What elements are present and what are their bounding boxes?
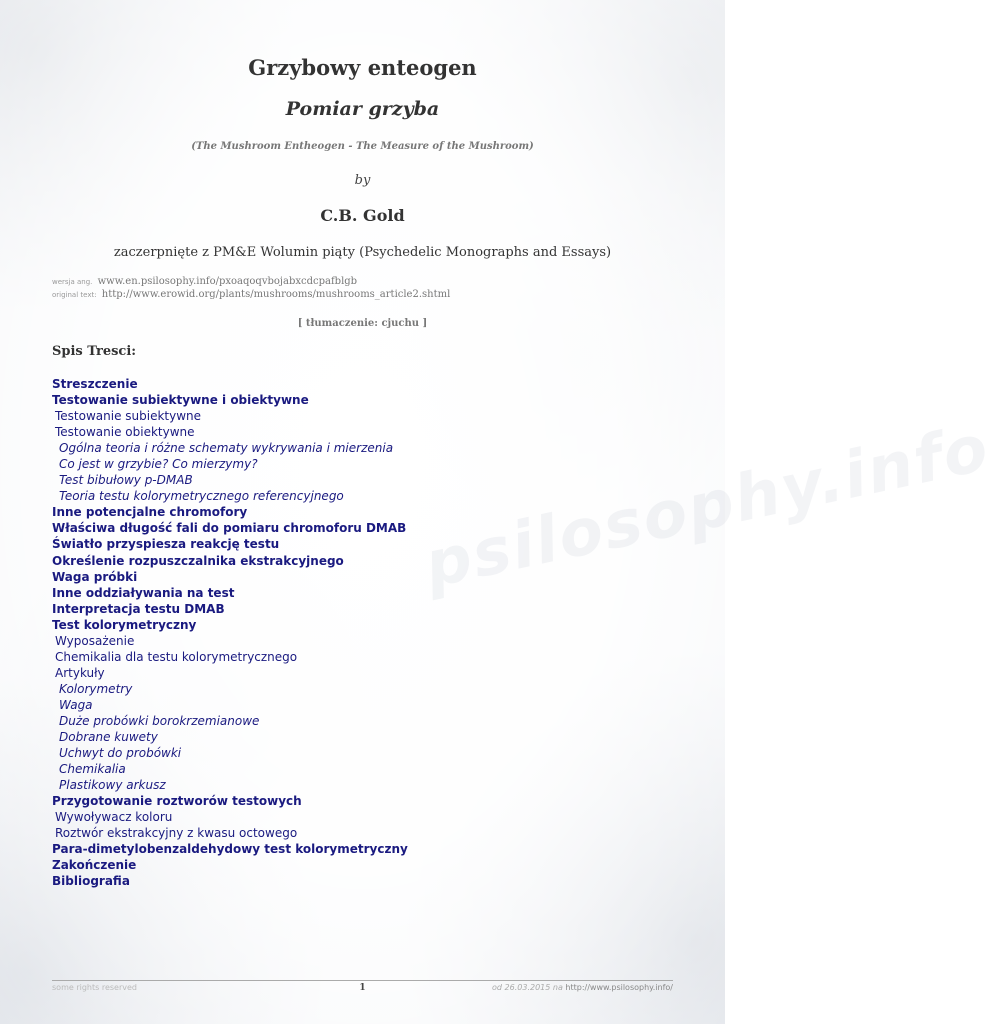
toc-item[interactable]: Test kolorymetryczny [52,617,197,632]
toc-item[interactable]: Para-dimetylobenzaldehydowy test kolorymetryczny [52,842,408,857]
toc-item[interactable]: Co jest w grzybie? Co mierzymy? [59,457,258,472]
original-text-line [52,289,450,300]
footer-rights: some rights reserved [52,983,137,992]
toc-item[interactable]: Chemikalia dla testu kolorymetrycznego [55,649,298,664]
english-version-line [52,276,357,287]
toc-item[interactable]: Artykuły [55,665,105,680]
byline-label: by [354,173,371,188]
toc-item[interactable]: Test bibułowy p-DMAB [59,473,193,488]
document-subtitle: Pomiar grzyba [285,98,440,120]
original-text-label: original text: [52,291,97,299]
document-title: Grzybowy enteogen [248,55,477,80]
source-note: zaczerpnięte z PM&E Wolumin piąty (Psychedelic Monographs and Essays) [113,245,612,260]
original-title: (The Mushroom Entheogen - The Measure of the Mushroom) [191,141,534,152]
toc-item[interactable]: Uchwyt do probówki [59,746,182,761]
toc-item[interactable]: Inne oddziaływania na test [52,585,235,600]
toc-item[interactable]: Testowanie subiektywne [55,409,202,424]
footer-source [492,983,673,992]
toc-item[interactable]: Wyposażenie [55,633,135,648]
author-name: C.B. Gold [320,206,405,225]
page-number: 1 [359,983,366,993]
background-watermark: psilosophy.info [418,411,996,603]
english-version-link[interactable]: www.en.psilosophy.info/pxoaqoqvbojabxcdcpafblgb [97,276,358,287]
toc-item[interactable]: Dobrane kuwety [59,730,158,745]
footer-date: od 26.03.2015 na [492,983,563,992]
original-text-link[interactable]: http://www.erowid.org/plants/mushrooms/mushrooms_article2.shtml [101,289,451,300]
toc-item[interactable]: Waga próbki [52,569,138,584]
toc-item[interactable]: Interpretacja testu DMAB [52,601,225,616]
footer-url-link[interactable]: http://www.psilosophy.info/ [565,983,673,992]
toc-item[interactable]: Kolorymetry [59,681,133,696]
toc-item[interactable]: Określenie rozpuszczalnika ekstrakcyjnego [52,553,344,568]
toc-item[interactable]: Duże probówki borokrzemianowe [59,713,260,728]
toc-item[interactable]: Wywoływacz koloru [55,810,173,825]
toc-item[interactable]: Streszczenie [52,377,138,391]
english-version-label: wersja ang. [52,278,93,286]
toc-item[interactable]: Bibliografia [52,874,130,889]
toc-item[interactable]: Właściwa długość fali do pomiaru chromoforu DMAB [52,521,407,536]
toc-item[interactable]: Przygotowanie roztworów testowych [52,794,302,809]
footer-divider [52,980,673,981]
toc-item[interactable]: Chemikalia [59,762,126,777]
toc-item[interactable]: Światło przyspiesza reakcję testu [52,537,280,552]
toc-heading: Spis Tresci: [52,344,137,359]
translator-credit: [ tłumaczenie: cjuchu ] [297,318,428,329]
toc-item[interactable]: Zakończenie [52,858,137,873]
toc-item[interactable]: Inne potencjalne chromofory [52,505,248,520]
toc-item[interactable]: Testowanie obiektywne [55,425,195,440]
table-of-contents [52,376,408,890]
toc-item[interactable]: Plastikowy arkusz [59,778,166,793]
toc-item[interactable]: Roztwór ekstrakcyjny z kwasu octowego [55,826,298,841]
toc-item[interactable]: Teoria testu kolorymetrycznego referencyjnego [59,489,344,504]
toc-item[interactable]: Waga [59,697,93,712]
toc-item[interactable]: Ogólna teoria i różne schematy wykrywania i mierzenia [59,441,394,456]
toc-item[interactable]: Testowanie subiektywne i obiektywne [52,393,309,408]
